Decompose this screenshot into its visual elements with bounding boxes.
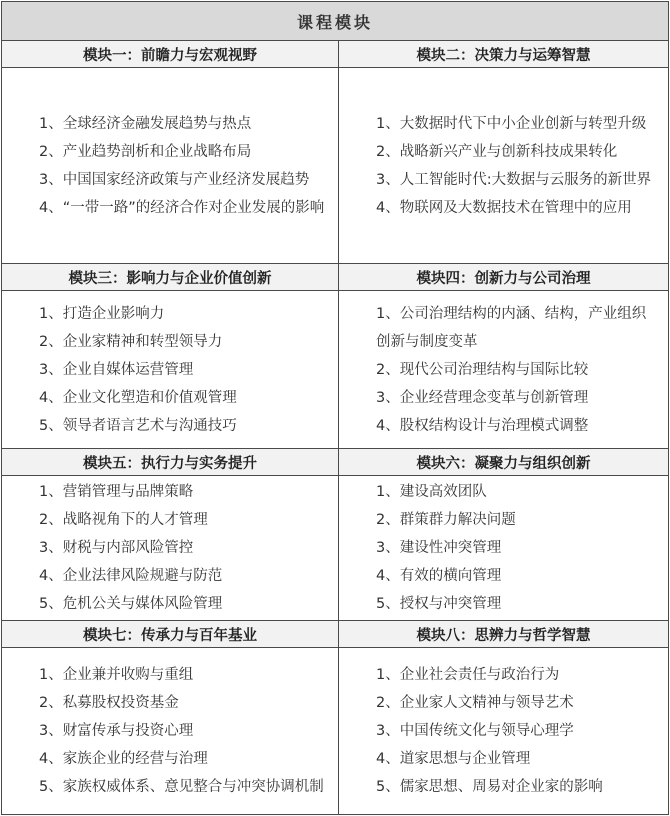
list-item: 4、有效的横向管理	[376, 568, 502, 584]
module-4-items	[339, 291, 669, 449]
list-item: 4、企业文化塑造和价值观管理	[39, 389, 237, 406]
list-item: 5、危机公关与媒体风险管理	[39, 596, 223, 612]
list-item: 1、企业兼并收购与重组	[39, 667, 194, 683]
list-item: 5、授权与冲突管理	[376, 596, 502, 612]
module-3-items	[2, 291, 339, 449]
list-item: 5、儒家思想、周易对企业家的影响	[376, 779, 603, 795]
list-item: 4、“一带一路”的经济合作对企业发展的影响	[39, 199, 325, 216]
list-item: 2、群策群力解决问题	[376, 512, 516, 528]
module-8-heading: 模块八：思辨力与哲学智慧	[339, 621, 669, 648]
list-item: 1、建设高效团队	[376, 484, 487, 500]
course-modules-table	[1, 1, 669, 815]
module-2-items	[339, 68, 669, 264]
list-item: 3、建设性冲突管理	[376, 540, 502, 556]
module-7-items	[2, 648, 339, 815]
list-item: 2、战略视角下的人才管理	[39, 512, 208, 528]
module-1-items	[2, 68, 339, 264]
table-title: 课程模块	[2, 2, 669, 41]
module-items-row	[2, 68, 669, 264]
list-item: 4、道家思想与企业管理	[376, 751, 531, 767]
module-heading-row	[2, 449, 669, 476]
module-items-row	[2, 476, 669, 621]
list-item: 4、企业法律风险规避与防范	[39, 568, 223, 584]
list-item: 1、打造企业影响力	[39, 305, 165, 322]
module-heading-row	[2, 264, 669, 291]
list-item: 3、企业自媒体运营管理	[39, 361, 194, 378]
list-item: 3、企业经营理念变革与创新管理	[376, 389, 589, 406]
module-2-heading: 模块二：决策力与运筹智慧	[339, 41, 669, 68]
list-item: 5、家族权威体系、意见整合与冲突协调机制	[39, 779, 324, 795]
list-item: 1、大数据时代下中小企业创新与转型升级	[376, 115, 647, 132]
module-1-heading: 模块一：前瞻力与宏观视野	[2, 41, 339, 68]
list-item: 2、现代公司治理结构与国际比较	[376, 361, 589, 378]
module-5-items	[2, 476, 339, 621]
list-item: 1、企业社会责任与政治行为	[376, 667, 560, 683]
module-3-heading: 模块三：影响力与企业价值创新	[2, 264, 339, 291]
list-item: 5、领导者语言艺术与沟通技巧	[39, 417, 237, 434]
module-7-heading: 模块七：传承力与百年基业	[2, 621, 339, 648]
module-5-heading: 模块五：执行力与实务提升	[2, 449, 339, 476]
list-item: 3、人工智能时代:大数据与云服务的新世界	[376, 171, 652, 188]
module-heading-row	[2, 41, 669, 68]
module-items-row	[2, 648, 669, 815]
list-item: 4、家族企业的经营与治理	[39, 751, 208, 767]
module-items-row	[2, 291, 669, 449]
module-4-heading: 模块四：创新力与公司治理	[339, 264, 669, 291]
list-item: 2、私募股权投资基金	[39, 695, 179, 711]
list-item: 3、中国传统文化与领导心理学	[376, 723, 574, 739]
module-6-heading: 模块六：凝聚力与组织创新	[339, 449, 669, 476]
list-item: 2、企业家精神和转型领导力	[39, 333, 223, 350]
list-item: 4、股权结构设计与治理模式调整	[376, 417, 589, 434]
module-8-items	[339, 648, 669, 815]
list-item: 1、全球经济金融发展趋势与热点	[39, 115, 252, 132]
list-item: 3、中国国家经济政策与产业经济发展趋势	[39, 171, 310, 188]
list-item: 4、物联网及大数据技术在管理中的应用	[376, 199, 632, 216]
list-item: 3、财富传承与投资心理	[39, 723, 194, 739]
module-heading-row	[2, 621, 669, 648]
list-item: 3、财税与内部风险管控	[39, 540, 194, 556]
list-item: 1、营销管理与品牌策略	[39, 484, 194, 500]
list-item: 1、公司治理结构的内涵、结构，产业组织创新与制度变革	[376, 305, 647, 350]
list-item: 2、企业家人文精神与领导艺术	[376, 695, 574, 711]
list-item: 2、产业趋势剖析和企业战略布局	[39, 143, 252, 160]
module-6-items	[339, 476, 669, 621]
list-item: 2、战略新兴产业与创新科技成果转化	[376, 143, 618, 160]
